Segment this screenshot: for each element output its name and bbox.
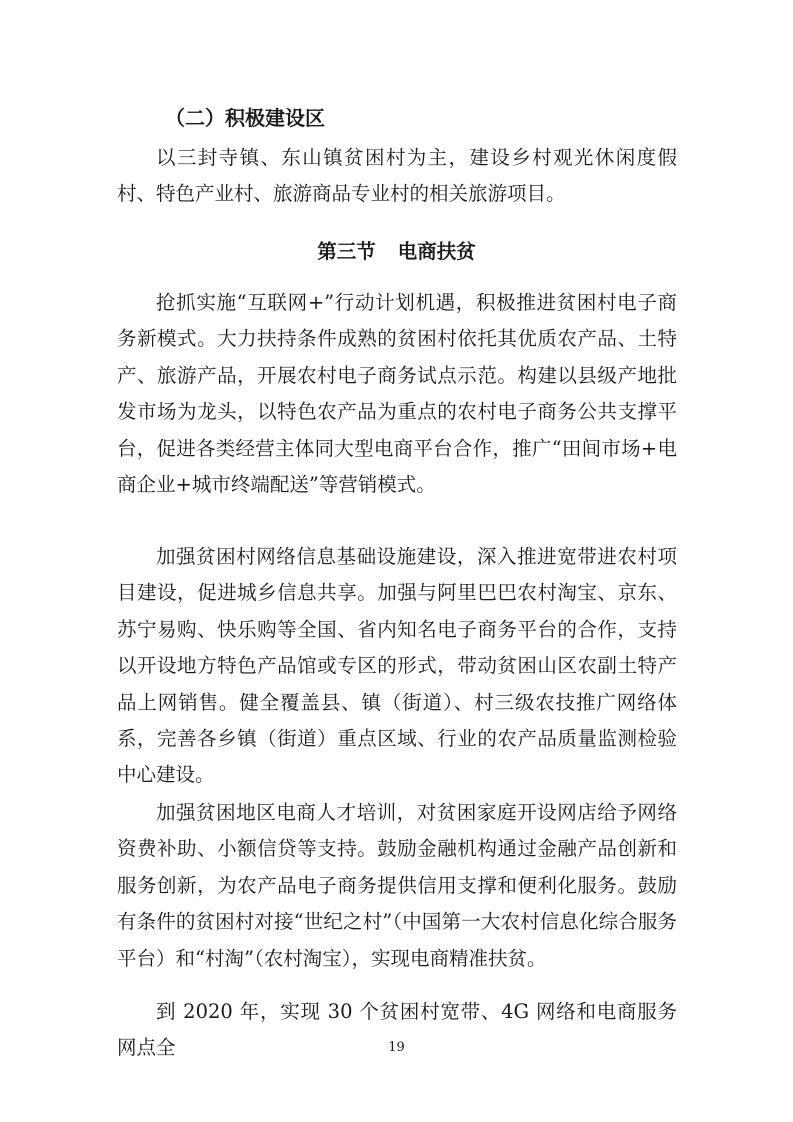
paragraph: 以三封寺镇、东山镇贫困村为主，建设乡村观光休闲度假村、特色产业村、旅游商品专业村的相关旅游项目。 <box>117 146 677 206</box>
subheading: （二）积极建设区 <box>165 106 325 130</box>
paragraph: 加强贫困村网络信息基础设施建设，深入推进宽带进农村项目建设，促进城乡信息共享。加强与阿里巴巴农村淘宝、京东、苏宁易购、快乐购等全国、省内知名电子商务平台的合作，支持以开设地方特色产品馆或专区的形式，带动贫困山区农副土特产品上网销售。健全覆盖县、镇（街道）、村三级农技推广网络体系，完善各乡镇（街道）重点区域、行业的农产品质量监测检验中心建设。 <box>117 545 677 787</box>
section-name: 电商扶贫 <box>397 240 476 263</box>
section-number: 第三节 <box>317 240 376 263</box>
paragraph: 抢抓实施“互联网+”行动计划机遇，积极推进贫困村电子商务新模式。大力扶持条件成熟的贫困村依托其优质农产品、土特产、旅游产品，开展农村电子商务试点示范。构建以县级产地批发市场为龙头，以特色农产品为重点的农村电子商务公共支撑平台，促进各类经营主体同大型电商平台合作，推广“田间市场+电商企业+城市终端配送”等营销模式。 <box>117 291 677 497</box>
section-title <box>0 234 793 270</box>
paragraph: 加强贫困地区电商人才培训，对贫困家庭开设网店给予网络资费补助、小额信贷等支持。鼓励金融机构通过金融产品创新和服务创新，为农产品电子商务提供信用支撑和便利化服务。鼓励有条件的贫困村对接“世纪之村”（中国第一大农村信息化综合服务平台）和“村淘”（农村淘宝），实现电商精准扶贫。 <box>117 801 677 970</box>
page-number: 19 <box>388 1040 405 1055</box>
paragraph: 到 2020 年，实现 30 个贫困村宽带、4G 网络和电商服务网点全 <box>117 1000 677 1060</box>
